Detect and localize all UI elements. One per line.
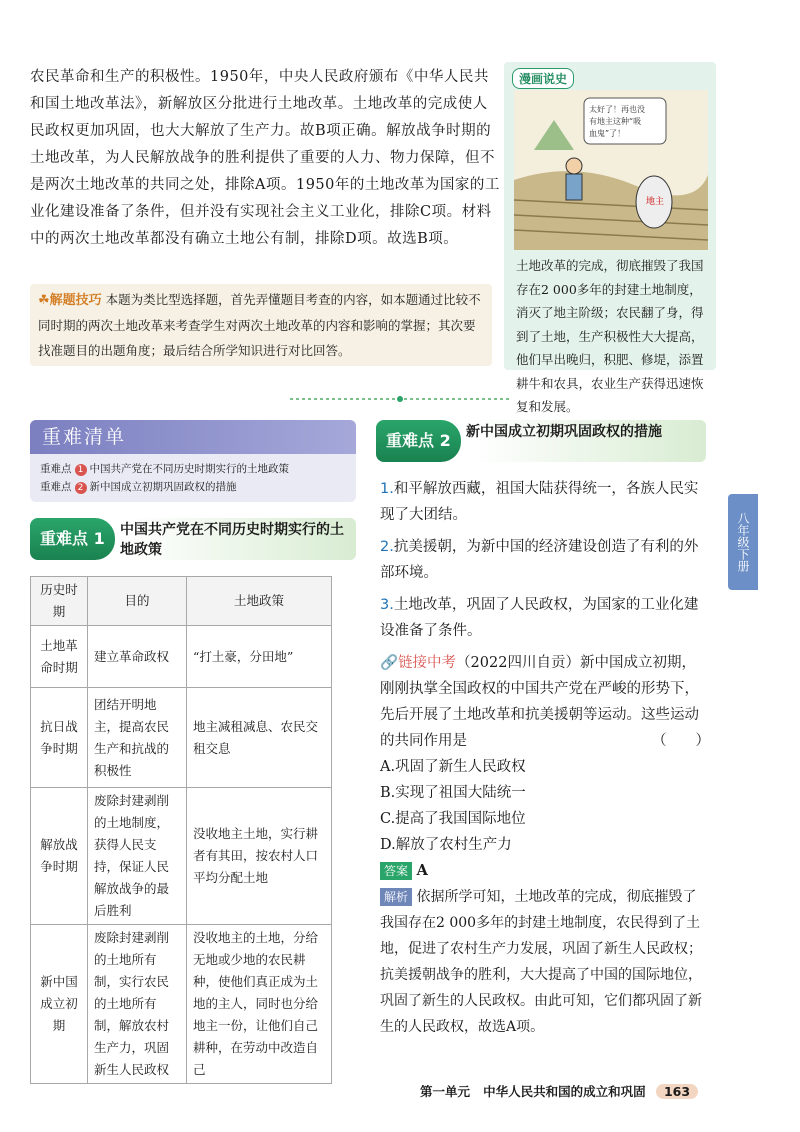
answer-blank: （ ） xyxy=(652,733,710,749)
key-point-2-header xyxy=(376,420,706,462)
table-row xyxy=(31,626,332,688)
unit-label: 第一单元 xyxy=(420,1084,471,1099)
tip-text: 本题为类比型选择题，首先弄懂题目考查的内容，如本题通过比较不同时期的两次土地改革来考查学生对两次土地改革的内容和影响的掌握；其次要找准题目的出题角度；最后结合所学知识进行对比回答。 xyxy=(38,292,481,358)
table-header-row xyxy=(31,577,332,626)
link-exam-label: 🔗链接中考 xyxy=(380,655,457,671)
list-item: 重难点 1 中国共产党在不同历史时期实行的土地政策 xyxy=(40,463,289,475)
key-point-1-header xyxy=(30,518,356,560)
land-reform-cartoon xyxy=(514,90,708,250)
period-cell: 抗日战争时期 xyxy=(31,688,88,788)
purpose-cell: 废除封建剥削的土地制度，获得人民支持，保证人民解放战争的最后胜利 xyxy=(88,788,187,925)
option-c: C.提高了我国国际地位 xyxy=(380,811,526,827)
analysis-paragraph: 农民革命和生产的积极性。1950年，中央人民政府颁布《中华人民共和国土地改革法》，新解放区分批进行土地改革。土地改革的完成使人民政权更加巩固，也大大解放了生产力。故B项正确。解放战争时期的土地改革，为人民解放战争的胜利提供了重要的人力、物力保障，但不是两次土地改革的共同之处，排除A项。1950年的土地改革为国家的工业化建设准备了条件，但并没有实现社会主义工业化，排除C项。材料中的两次土地改革都没有确立土地公有制，排除D项。故选B项。 xyxy=(30,69,500,247)
table-row xyxy=(31,925,332,1084)
svg-text:有地主这种“吸: 有地主这种“吸 xyxy=(589,117,642,126)
list-item: 重难点 2 新中国成立初期巩固政权的措施 xyxy=(40,481,237,493)
period-cell: 新中国成立初期 xyxy=(31,925,88,1084)
list-title: 重难清单 xyxy=(30,420,356,454)
solution-tip-box xyxy=(30,284,492,366)
measure-item: 2.抗美援朝，为新中国的经济建设创造了有利的外部环境。 xyxy=(380,539,699,581)
option-b: B.实现了祖国大陆统一 xyxy=(380,785,526,801)
purpose-cell: 废除封建剥削的土地所有制，实行农民的土地所有制，解放农村生产力，巩固新生人民政权 xyxy=(88,925,187,1084)
comic-tag: 漫画说史 xyxy=(512,68,574,89)
answer-label: 答案 xyxy=(380,862,412,880)
unit-title: 中华人民共和国的成立和巩固 xyxy=(483,1084,646,1099)
policy-cell: 没收地主的土地，分给无地或少地的农民耕种，使他们真正成为土地的主人，同时也分给地主一份，让他们自己耕种，在劳动中改造自己 xyxy=(187,925,332,1084)
page-number: 163 xyxy=(656,1084,698,1099)
col-header: 目的 xyxy=(88,577,187,626)
key-point-2-badge: 重难点 2 xyxy=(376,420,461,462)
table-row xyxy=(31,688,332,788)
purpose-cell: 团结开明地主，提高农民生产和抗战的积极性 xyxy=(88,688,187,788)
col-header: 历史时期 xyxy=(31,577,88,626)
page-footer xyxy=(420,1082,698,1100)
comic-history-box xyxy=(504,62,716,414)
answer-row xyxy=(380,858,710,884)
land-policy-table xyxy=(30,576,332,1084)
grade-side-tab: 八年级下册 xyxy=(728,494,758,590)
tombstone-label: 地主 xyxy=(646,197,665,207)
measure-item: 3.土地改革，巩固了人民政权，为国家的工业化建设准备了条件。 xyxy=(380,597,699,639)
analysis-text: 解析 依据所学可知，土地改革的完成，彻底摧毁了我国存在2 000多年的封建土地制度，农民得到了土地，促进了农村生产力发展，巩固了新生人民政权；抗美援朝战争的胜利，大大提高了中国的国际地位，巩固了新生的人民政权。由此可知，它们都巩固了新生的人民政权，故选A项。 xyxy=(380,889,702,1035)
comic-caption: 土地改革的完成，彻底摧毁了我国存在2 000多年的封建土地制度，消灭了地主阶级；农民翻了身，得到了土地，生产积极性大大提高，他们早出晚归，积肥、修堤，添置耕牛和农具，农业生产获得迅速恢复和发展。 xyxy=(516,258,704,414)
dotted-divider xyxy=(290,396,510,402)
analysis-label: 解析 xyxy=(380,888,412,906)
purpose-cell: 建立革命政权 xyxy=(88,626,187,688)
key-points-list xyxy=(30,420,356,502)
policy-cell: 地主减租减息、农民交租交息 xyxy=(187,688,332,788)
exam-question: 🔗链接中考（2022四川自贡）新中国成立初期，刚刚执掌全国政权的中国共产党在严峻的形势下，先后开展了土地改革和抗美援朝等运动。这些运动的共同作用是 （ ） xyxy=(380,650,710,754)
tip-label: ☘解题技巧 xyxy=(38,293,102,308)
answer-value: A xyxy=(416,862,428,879)
table-row xyxy=(31,788,332,925)
svg-text:血鬼”了！: 血鬼”了！ xyxy=(589,129,626,138)
key-point-2-body xyxy=(380,476,710,1040)
period-cell: 土地革命时期 xyxy=(31,626,88,688)
key-point-1-title: 中国共产党在不同历史时期实行的土地政策 xyxy=(120,522,344,558)
col-header: 土地政策 xyxy=(187,577,332,626)
measure-item: 1.和平解放西藏，祖国大陆获得统一，各族人民实现了大团结。 xyxy=(380,481,699,523)
key-point-1-badge: 重难点 1 xyxy=(30,518,115,560)
key-point-2-title: 新中国成立初期巩固政权的措施 xyxy=(466,424,662,440)
policy-cell: 没收地主土地，实行耕者有其田，按农村人口平均分配土地 xyxy=(187,788,332,925)
policy-cell: “打土豪，分田地” xyxy=(187,626,332,688)
option-a: A.巩固了新生人民政权 xyxy=(380,759,526,775)
svg-text:太好了！再也没: 太好了！再也没 xyxy=(589,105,645,114)
period-cell: 解放战争时期 xyxy=(31,788,88,925)
option-d: D.解放了农村生产力 xyxy=(380,837,512,853)
